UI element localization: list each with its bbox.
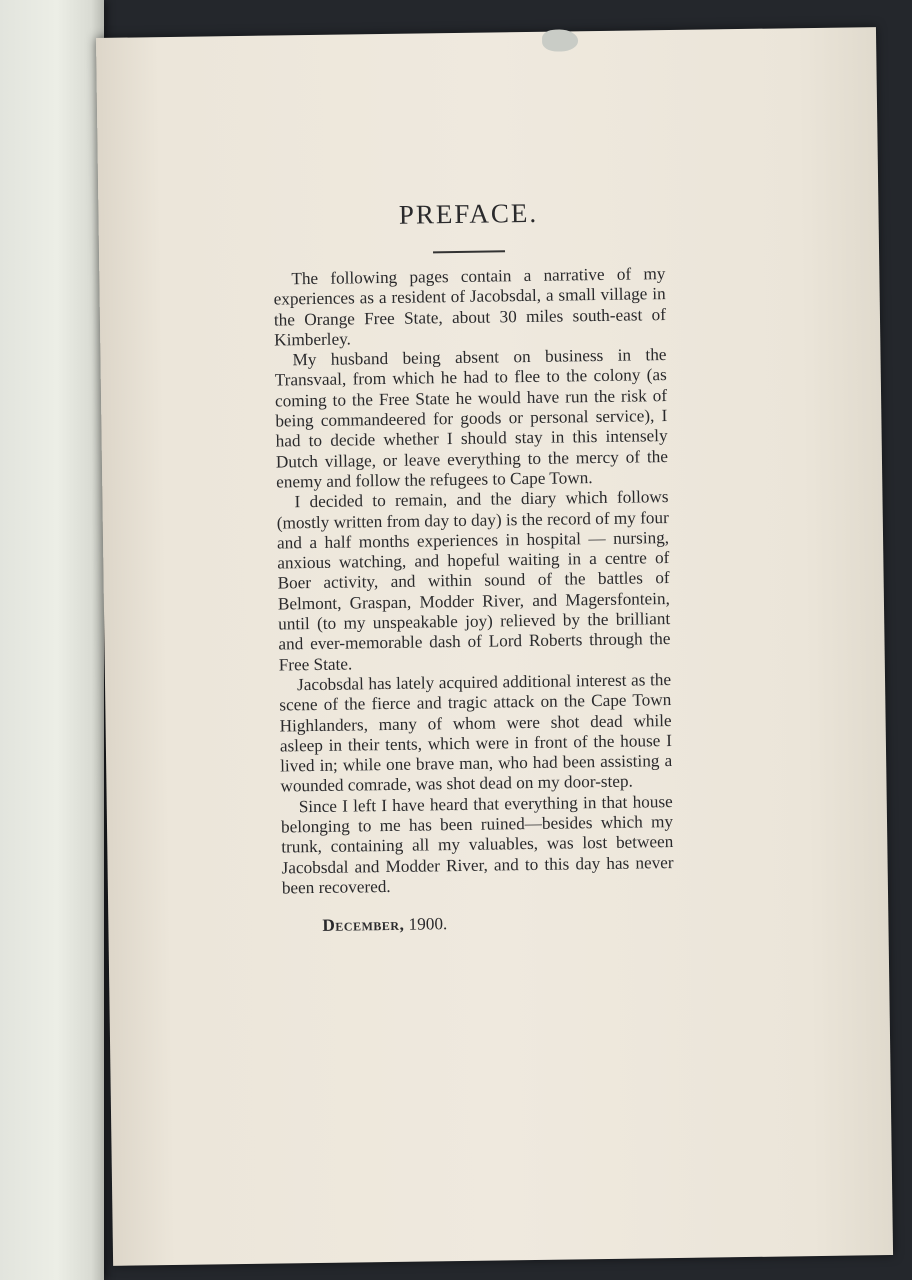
paragraph-2: My husband being absent on business in the Transvaal, from which he had to flee to the colony (as coming to the Free State he would have run the risk of being commandeered for goods or personal service), I had to decide whether I should stay in this intensely Dutch village, or leave everything to the mercy of the enemy and follow the refugees to Cape Town. — [274, 345, 669, 492]
paper-tear — [542, 29, 578, 52]
signoff-year: 1900. — [408, 914, 448, 934]
page-title: PREFACE. — [398, 197, 539, 230]
paragraph-4: Jacobsdal has lately acquired additional interest as the scene of the fierce and tragic attack on the Cape Town Highlanders, many of whom were shot dead while asleep in their tents, which were in front of the house I lived in; while one brave man, who had been assisting a wounded comrade, was shot dead on my door-step. — [279, 669, 673, 796]
date-signoff — [282, 911, 674, 937]
book-page — [96, 27, 893, 1266]
facing-page-edge — [0, 0, 104, 1280]
paragraph-3: I decided to remain, and the diary which follows (mostly written from day to day) is the record of my four and a half months experiences in hospital — nursing, anxious watching, and hopeful waiting in a centre of Boer activity, and within sound of the battles of Belmont, Graspan, Modder River, and Magersfontein, until (to my unspeakable joy) relieved by the brilliant and ever-memorable dash of Lord Roberts through the Free State. — [276, 487, 671, 675]
paragraph-1: The following pages contain a narrative of my experiences as a resident of Jacobsdal, a small village in the Orange Free State, about 30 miles south-east of Kimberley. — [273, 264, 667, 350]
title-rule — [433, 250, 505, 253]
signoff-month: December, — [322, 914, 405, 936]
paragraph-5: Since I left I have heard that everything in that house belonging to me has been ruined—besides which my trunk, containing all my valuables, was lost between Jacobsdal and Modder River, and to this day has never been recovered. — [280, 791, 674, 898]
preface-body — [273, 264, 674, 937]
